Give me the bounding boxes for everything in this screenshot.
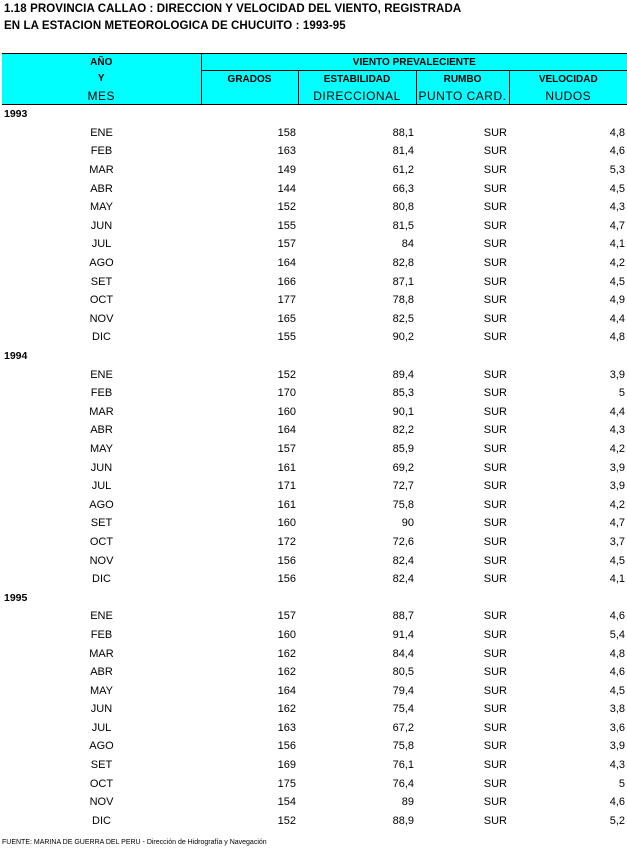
velocidad-cell: 4,2 xyxy=(609,442,626,455)
grados-cell: 165 xyxy=(277,312,296,325)
header-grados-sub xyxy=(201,87,298,105)
velocidad-cell: 5,4 xyxy=(609,628,626,641)
header-grados: GRADOS xyxy=(201,71,298,88)
grados-cell: 157 xyxy=(277,238,296,251)
rumbo-cell: SUR xyxy=(483,535,507,548)
year-label: 1993 xyxy=(4,108,28,121)
rumbo-cell: SUR xyxy=(483,480,507,493)
estabilidad-cell: 67,2 xyxy=(392,721,414,734)
velocidad-cell: 3,9 xyxy=(609,368,626,381)
estabilidad-cell: 78,8 xyxy=(392,294,414,307)
rumbo-cell: SUR xyxy=(483,219,507,232)
header-month-label: MES xyxy=(2,87,201,105)
rumbo-cell: SUR xyxy=(483,405,507,418)
rumbo-cell: SUR xyxy=(483,442,507,455)
table-row xyxy=(2,644,627,663)
estabilidad-cell: 85,9 xyxy=(392,442,414,455)
velocidad-cell: 3,7 xyxy=(609,535,626,548)
month-cell: JUL xyxy=(91,721,112,734)
rumbo-cell: SUR xyxy=(483,517,507,530)
month-cell: FEB xyxy=(90,145,113,158)
estabilidad-cell: 82,2 xyxy=(392,424,414,437)
rumbo-cell: SUR xyxy=(483,796,507,809)
month-cell: AGO xyxy=(89,740,114,753)
table-row xyxy=(2,124,627,143)
estabilidad-cell: 76,1 xyxy=(392,759,414,772)
estabilidad-cell: 80,5 xyxy=(392,666,414,679)
table-row xyxy=(2,533,627,552)
table-row xyxy=(2,793,627,812)
grados-cell: 161 xyxy=(277,461,296,474)
header-group-label: VIENTO PREVALECIENTE xyxy=(201,54,627,71)
table-row xyxy=(2,217,627,236)
velocidad-cell: 4,5 xyxy=(609,275,626,288)
estabilidad-cell: 82,8 xyxy=(392,257,414,270)
table-row xyxy=(2,663,627,682)
estabilidad-cell: 88,7 xyxy=(392,610,414,623)
velocidad-cell: 4,1 xyxy=(609,573,626,586)
empty-cell xyxy=(416,105,509,124)
table-row xyxy=(2,365,627,384)
header-punto-card: PUNTO CARD. xyxy=(416,87,509,105)
velocidad-cell: 4,1 xyxy=(609,238,626,251)
rumbo-cell: SUR xyxy=(483,759,507,772)
table-body xyxy=(2,105,627,831)
header-nudos: NUDOS xyxy=(509,87,627,105)
year-row xyxy=(2,105,627,124)
table-row xyxy=(2,607,627,626)
rumbo-cell: SUR xyxy=(483,461,507,474)
wind-data-table xyxy=(2,53,627,830)
month-cell: OCT xyxy=(89,777,114,790)
month-cell: DIC xyxy=(92,814,111,827)
grados-cell: 177 xyxy=(277,294,296,307)
month-cell: ENE xyxy=(90,126,113,139)
grados-cell: 156 xyxy=(277,573,296,586)
table-row xyxy=(2,272,627,291)
month-cell: ENE xyxy=(90,368,113,381)
estabilidad-cell: 91,4 xyxy=(392,628,414,641)
velocidad-cell: 3,9 xyxy=(609,461,626,474)
estabilidad-cell: 88,9 xyxy=(392,814,414,827)
table-row xyxy=(2,254,627,273)
grados-cell: 154 xyxy=(277,796,296,809)
estabilidad-cell: 84,4 xyxy=(392,647,414,660)
velocidad-cell: 4,6 xyxy=(609,796,626,809)
grados-cell: 157 xyxy=(277,442,296,455)
velocidad-cell: 5,2 xyxy=(609,814,626,827)
velocidad-cell: 4,3 xyxy=(609,759,626,772)
table-row xyxy=(2,198,627,217)
rumbo-cell: SUR xyxy=(483,684,507,697)
velocidad-cell: 3,8 xyxy=(609,703,626,716)
month-cell: MAY xyxy=(89,201,114,214)
estabilidad-cell: 90,2 xyxy=(392,331,414,344)
estabilidad-cell: 82,4 xyxy=(392,554,414,567)
estabilidad-cell: 81,5 xyxy=(392,219,414,232)
rumbo-cell: SUR xyxy=(483,257,507,270)
velocidad-cell: 4,5 xyxy=(609,684,626,697)
table-row xyxy=(2,384,627,403)
table-row xyxy=(2,403,627,422)
rumbo-cell: SUR xyxy=(483,424,507,437)
table-row xyxy=(2,737,627,756)
empty-cell xyxy=(201,588,298,607)
estabilidad-cell: 75,8 xyxy=(392,740,414,753)
table-row xyxy=(2,812,627,831)
source-footnote: FUENTE: MARINA DE GUERRA DEL PERU - Dirección de Hidrografía y Navegación xyxy=(2,839,267,846)
velocidad-cell: 4,2 xyxy=(609,498,626,511)
estabilidad-cell: 72,6 xyxy=(392,535,414,548)
estabilidad-cell: 87,1 xyxy=(392,275,414,288)
estabilidad-cell: 72,7 xyxy=(392,480,414,493)
grados-cell: 155 xyxy=(277,331,296,344)
velocidad-cell: 4,5 xyxy=(609,554,626,567)
year-label: 1994 xyxy=(4,350,28,363)
grados-cell: 162 xyxy=(277,666,296,679)
estabilidad-cell: 80,8 xyxy=(392,201,414,214)
table-row xyxy=(2,681,627,700)
empty-cell xyxy=(416,588,509,607)
table-row xyxy=(2,719,627,738)
velocidad-cell: 4,5 xyxy=(609,182,626,195)
grados-cell: 152 xyxy=(277,368,296,381)
table-row xyxy=(2,440,627,459)
rumbo-cell: SUR xyxy=(483,368,507,381)
velocidad-cell: 3,9 xyxy=(609,480,626,493)
rumbo-cell: SUR xyxy=(483,164,507,177)
rumbo-cell: SUR xyxy=(483,777,507,790)
rumbo-cell: SUR xyxy=(483,554,507,567)
header-y-label: Y xyxy=(2,71,201,88)
velocidad-cell: 5,3 xyxy=(609,164,626,177)
month-cell: JUN xyxy=(90,219,113,232)
rumbo-cell: SUR xyxy=(483,573,507,586)
month-cell: MAY xyxy=(89,442,114,455)
month-cell: JUL xyxy=(91,238,112,251)
table-row xyxy=(2,310,627,329)
grados-cell: 166 xyxy=(277,275,296,288)
table-row xyxy=(2,514,627,533)
month-cell: DIC xyxy=(92,331,111,344)
page-title-line-1: 1.18 PROVINCIA CALLAO : DIRECCION Y VELOCIDAD DEL VIENTO, REGISTRADA xyxy=(4,3,462,15)
table-row xyxy=(2,142,627,161)
month-cell: JUN xyxy=(90,703,113,716)
velocidad-cell: 4,6 xyxy=(609,610,626,623)
estabilidad-cell: 75,8 xyxy=(392,498,414,511)
rumbo-cell: SUR xyxy=(483,498,507,511)
estabilidad-cell: 82,4 xyxy=(392,573,414,586)
grados-cell: 164 xyxy=(277,424,296,437)
rumbo-cell: SUR xyxy=(483,814,507,827)
velocidad-cell: 3,9 xyxy=(609,740,626,753)
grados-cell: 152 xyxy=(277,814,296,827)
month-cell: NOV xyxy=(89,554,114,567)
empty-cell xyxy=(509,588,627,607)
month-cell: MAY xyxy=(89,684,114,697)
rumbo-cell: SUR xyxy=(483,294,507,307)
grados-cell: 169 xyxy=(277,759,296,772)
estabilidad-cell: 76,4 xyxy=(392,777,414,790)
table-row xyxy=(2,570,627,589)
grados-cell: 152 xyxy=(277,201,296,214)
rumbo-cell: SUR xyxy=(483,126,507,139)
rumbo-cell: SUR xyxy=(483,647,507,660)
velocidad-cell: 4,3 xyxy=(609,424,626,437)
estabilidad-cell: 82,5 xyxy=(392,312,414,325)
month-cell: SET xyxy=(90,759,113,772)
table-row xyxy=(2,756,627,775)
grados-cell: 170 xyxy=(277,387,296,400)
velocidad-cell: 4,4 xyxy=(609,312,626,325)
velocidad-cell: 4,6 xyxy=(609,145,626,158)
grados-cell: 160 xyxy=(277,628,296,641)
rumbo-cell: SUR xyxy=(483,628,507,641)
estabilidad-cell: 84 xyxy=(401,238,414,251)
year-label: 1995 xyxy=(4,591,28,604)
month-cell: ABR xyxy=(90,666,113,679)
grados-cell: 164 xyxy=(277,257,296,270)
table-header xyxy=(2,54,627,105)
velocidad-cell: 4,7 xyxy=(609,517,626,530)
month-cell: DIC xyxy=(92,573,111,586)
header-estabilidad: ESTABILIDAD xyxy=(298,71,416,88)
month-cell: NOV xyxy=(89,312,114,325)
month-cell: FEB xyxy=(90,628,113,641)
estabilidad-cell: 79,4 xyxy=(392,684,414,697)
table-row xyxy=(2,700,627,719)
empty-cell xyxy=(201,347,298,366)
year-row xyxy=(2,347,627,366)
year-row xyxy=(2,588,627,607)
empty-cell xyxy=(298,347,416,366)
month-cell: SET xyxy=(90,517,113,530)
grados-cell: 175 xyxy=(277,777,296,790)
estabilidad-cell: 81,4 xyxy=(392,145,414,158)
rumbo-cell: SUR xyxy=(483,666,507,679)
velocidad-cell: 4,2 xyxy=(609,257,626,270)
grados-cell: 157 xyxy=(277,610,296,623)
month-cell: ABR xyxy=(90,424,113,437)
estabilidad-cell: 85,3 xyxy=(392,387,414,400)
grados-cell: 164 xyxy=(277,684,296,697)
estabilidad-cell: 66,3 xyxy=(392,182,414,195)
table-row xyxy=(2,179,627,198)
rumbo-cell: SUR xyxy=(483,312,507,325)
header-velocidad: VELOCIDAD xyxy=(509,71,627,88)
table-row xyxy=(2,328,627,347)
month-cell: SET xyxy=(90,275,113,288)
month-cell: MAR xyxy=(89,405,114,418)
grados-cell: 149 xyxy=(277,164,296,177)
rumbo-cell: SUR xyxy=(483,145,507,158)
velocidad-cell: 4,9 xyxy=(609,294,626,307)
velocidad-cell: 4,8 xyxy=(609,647,626,660)
grados-cell: 163 xyxy=(277,145,296,158)
empty-cell xyxy=(509,347,627,366)
rumbo-cell: SUR xyxy=(483,610,507,623)
rumbo-cell: SUR xyxy=(483,703,507,716)
velocidad-cell: 4,8 xyxy=(609,331,626,344)
table-row xyxy=(2,626,627,645)
month-cell: OCT xyxy=(89,294,114,307)
page-title-line-2: EN LA ESTACION METEOROLOGICA DE CHUCUITO : 1993-95 xyxy=(4,20,346,32)
velocidad-cell: 5 xyxy=(618,387,626,400)
month-cell: NOV xyxy=(89,796,114,809)
month-cell: FEB xyxy=(90,387,113,400)
grados-cell: 161 xyxy=(277,498,296,511)
month-cell: MAR xyxy=(89,164,114,177)
grados-cell: 158 xyxy=(277,126,296,139)
estabilidad-cell: 61,2 xyxy=(392,164,414,177)
grados-cell: 171 xyxy=(277,480,296,493)
rumbo-cell: SUR xyxy=(483,740,507,753)
velocidad-cell: 4,6 xyxy=(609,666,626,679)
rumbo-cell: SUR xyxy=(483,238,507,251)
grados-cell: 155 xyxy=(277,219,296,232)
estabilidad-cell: 75,4 xyxy=(392,703,414,716)
month-cell: OCT xyxy=(89,535,114,548)
month-cell: JUN xyxy=(90,461,113,474)
grados-cell: 160 xyxy=(277,405,296,418)
header-direccional: DIRECCIONAL xyxy=(298,87,416,105)
month-cell: AGO xyxy=(89,498,114,511)
estabilidad-cell: 90,1 xyxy=(392,405,414,418)
grados-cell: 156 xyxy=(277,554,296,567)
month-cell: JUL xyxy=(91,480,112,493)
empty-cell xyxy=(298,105,416,124)
month-cell: ENE xyxy=(90,610,113,623)
table-row xyxy=(2,421,627,440)
empty-cell xyxy=(298,588,416,607)
velocidad-cell: 4,7 xyxy=(609,219,626,232)
estabilidad-cell: 89 xyxy=(401,796,414,809)
rumbo-cell: SUR xyxy=(483,275,507,288)
estabilidad-cell: 90 xyxy=(401,517,414,530)
velocidad-cell: 4,8 xyxy=(609,126,626,139)
grados-cell: 144 xyxy=(277,182,296,195)
velocidad-cell: 5 xyxy=(618,777,626,790)
grados-cell: 172 xyxy=(277,535,296,548)
table-row xyxy=(2,551,627,570)
velocidad-cell: 4,3 xyxy=(609,201,626,214)
grados-cell: 162 xyxy=(277,703,296,716)
estabilidad-cell: 69,2 xyxy=(392,461,414,474)
table-row xyxy=(2,161,627,180)
empty-cell xyxy=(201,105,298,124)
velocidad-cell: 4,4 xyxy=(609,405,626,418)
rumbo-cell: SUR xyxy=(483,331,507,344)
rumbo-cell: SUR xyxy=(483,201,507,214)
table-row xyxy=(2,495,627,514)
header-rumbo: RUMBO xyxy=(416,71,509,88)
table-row xyxy=(2,774,627,793)
estabilidad-cell: 89,4 xyxy=(392,368,414,381)
rumbo-cell: SUR xyxy=(483,387,507,400)
table-row xyxy=(2,235,627,254)
month-cell: MAR xyxy=(89,647,114,660)
month-cell: AGO xyxy=(89,257,114,270)
grados-cell: 160 xyxy=(277,517,296,530)
table-row xyxy=(2,458,627,477)
table-row xyxy=(2,477,627,496)
estabilidad-cell: 88,1 xyxy=(392,126,414,139)
grados-cell: 163 xyxy=(277,721,296,734)
grados-cell: 162 xyxy=(277,647,296,660)
velocidad-cell: 3,6 xyxy=(609,721,626,734)
header-year-label: AÑO xyxy=(2,54,201,71)
grados-cell: 156 xyxy=(277,740,296,753)
empty-cell xyxy=(509,105,627,124)
month-cell: ABR xyxy=(90,182,113,195)
empty-cell xyxy=(416,347,509,366)
rumbo-cell: SUR xyxy=(483,721,507,734)
rumbo-cell: SUR xyxy=(483,182,507,195)
table-row xyxy=(2,291,627,310)
